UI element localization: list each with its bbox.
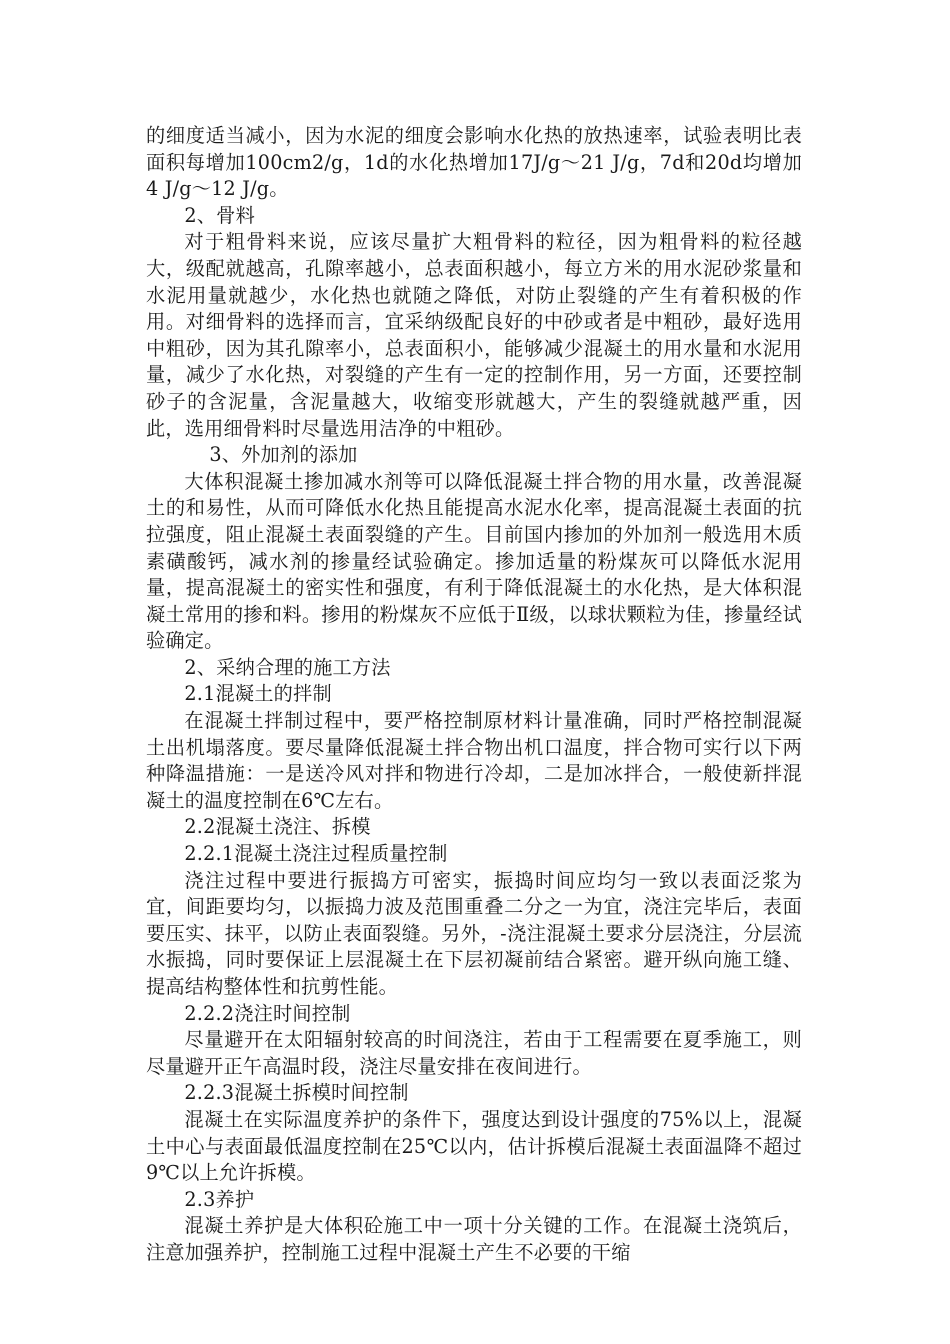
heading-pouring-quality: 2.2.1混凝土浇注过程质量控制 (184, 842, 448, 866)
paragraph-admixture: 大体积混凝土掺加减水剂等可以降低混凝土拌合物的用水量，改善混凝土的和易性，从而可降低水化热且能提高水泥水化率，提高混凝土表面的抗拉强度，阻止混凝土表面裂缝的产生。目前国内掺加的外加剂一般选用木质素磺酸钙，减水剂的掺量经试验确定。掺加适量的粉煤灰可以降低水泥用量，提高混凝土的密实性和强度，有利于降低混凝土的水化热，是大体积混凝土常用的掺和料。掺用的粉煤灰不应低于Ⅱ级，以球状颗粒为佳，掺量经试验确定。 (146, 469, 802, 653)
heading-curing: 2.3养护 (184, 1187, 255, 1211)
heading-admixture: 3、外加剂的添加 (209, 443, 358, 467)
heading-construction-method: 2、采纳合理的施工方法 (184, 655, 391, 679)
paragraph-demolding-time: 混凝土在实际温度养护的条件下，强度达到设计强度的75%以上，混凝土中心与表面最低温度控制在25℃以内，估计拆模后混凝土表面温降不超过9℃以上允许拆模。 (146, 1107, 802, 1185)
paragraph-curing: 混凝土养护是大体积砼施工中一项十分关键的工作。在混凝土浇筑后，注意加强养护，控制施工过程中混凝土产生不必要的干缩 (146, 1214, 802, 1264)
heading-pouring-time: 2.2.2浇注时间控制 (184, 1001, 351, 1025)
document-body (146, 123, 802, 1267)
paragraph-pouring-time: 尽量避开在太阳辐射较高的时间浇注，若由于工程需要在夏季施工，则尽量避开正午高温时段，浇注尽量安排在夜间进行。 (146, 1028, 802, 1078)
paragraph-aggregate: 对于粗骨料来说，应该尽量扩大粗骨料的粒径，因为粗骨料的粒径越大，级配就越高，孔隙率越小，总表面积越小，每立方米的用水泥砂浆量和水泥用量就越少，水化热也就随之降低，对防止裂缝的产生有着积极的作用。对细骨料的选择而言，宜采纳级配良好的中砂或者是中粗砂，最好选用中粗砂，因为其孔隙率小，总表面积小，能够减少混凝土的用水量和水泥用量，减少了水化热，对裂缝的产生有一定的控制作用，另一方面，还要控制砂子的含泥量，含泥量越大，收缩变形就越大，产生的裂缝就越严重，因此，选用细骨料时尽量选用洁净的中粗砂。 (146, 230, 802, 440)
heading-mixing: 2.1混凝土的拌制 (184, 682, 332, 706)
paragraph-mixing: 在混凝土拌制过程中，要严格控制原材料计量准确，同时严格控制混凝土出机塌落度。要尽量降低混凝土拌合物出机口温度，拌合物可实行以下两种降温措施：一是送冷风对拌和物进行冷却，二是加冰拌合，一般使新拌混凝土的温度控制在6℃左右。 (146, 709, 802, 812)
heading-pouring-demolding: 2.2混凝土浇注、拆模 (184, 815, 371, 839)
heading-aggregate: 2、骨料 (184, 203, 255, 227)
paragraph-pouring-quality: 浇注过程中要进行振捣方可密实，振捣时间应均匀一致以表面泛浆为宜，间距要均匀，以振捣力波及范围重叠二分之一为宜，浇注完毕后，表面要压实、抹平，以防止表面裂缝。另外，-浇注混凝土要求分层浇注，分层流水振捣，同时要保证上层混凝土在下层初凝前结合紧密。避开纵向施工缝、提高结构整体性和抗剪性能。 (146, 868, 802, 998)
paragraph-cement-fineness: 的细度适当减小，因为水泥的细度会影响水化热的放热速率，试验表明比表面积每增加100cm2/g，1d的水化热增加17J/g～21 J/g，7d和20d均增加4 J/g～12 J/g。 (146, 124, 802, 201)
heading-demolding-time: 2.2.3混凝土拆模时间控制 (184, 1081, 409, 1105)
